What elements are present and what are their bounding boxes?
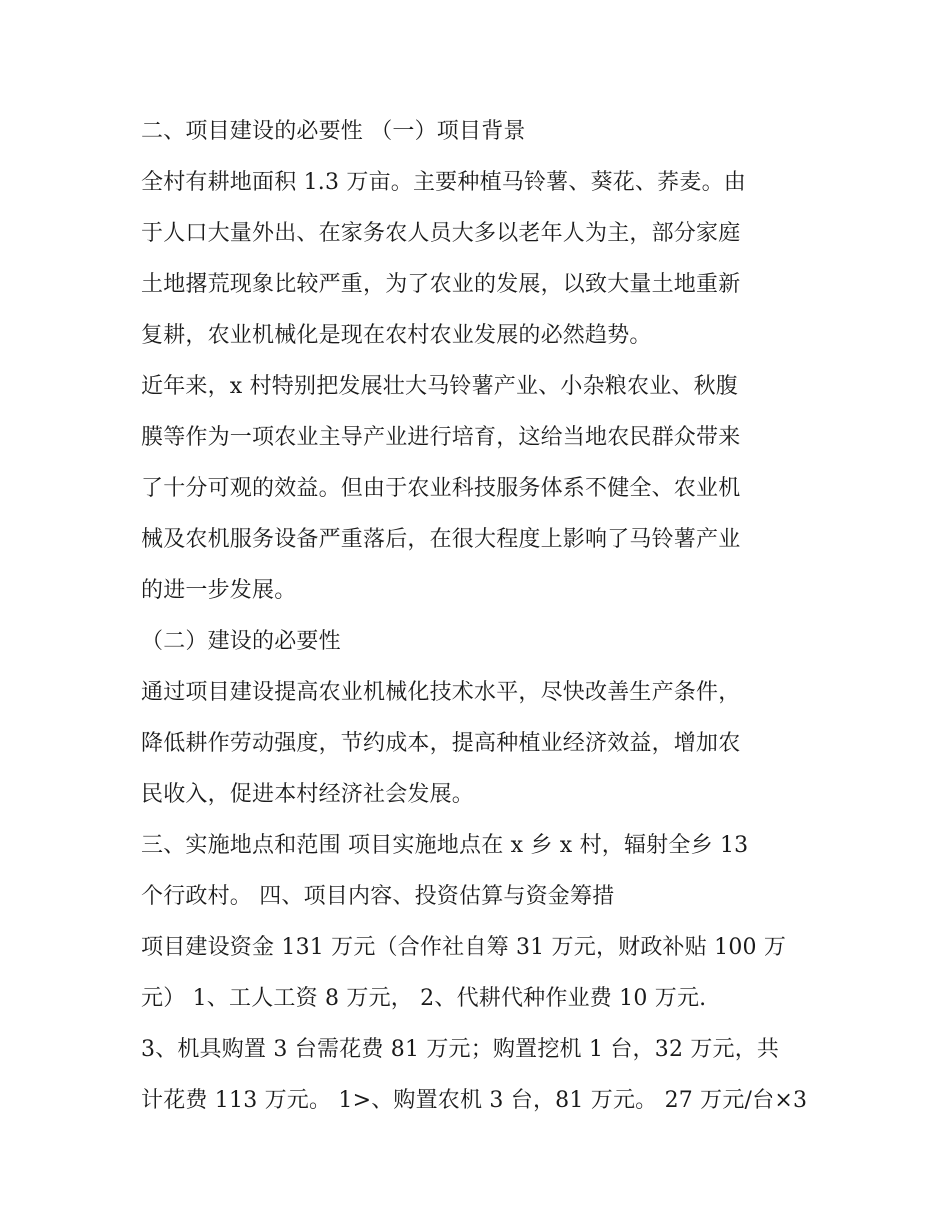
text-line: 膜等作为一项农业主导产业进行培育，这给当地农民群众带来 [141,425,741,450]
text-line: 械及农机服务设备严重落后，在很大程度上影响了马铃薯产业 [141,527,741,552]
text-line: 近年来，x 村特别把发展壮大马铃薯产业、小杂粮农业、秋腹 [141,374,739,399]
text-line: 民收入，促进本村经济社会发展。 [141,782,475,807]
subsection-heading: （二）建设的必要性 [141,629,341,654]
text-line: 复耕，农业机械化是现在农村农业发展的必然趋势。 [141,323,652,348]
text-line: 于人口大量外出、在家务农人员大多以老年人为主，部分家庭 [141,221,741,246]
text-line: 个行政村。 四、项目内容、投资估算与资金筹措 [141,884,615,909]
text-line: 的进一步发展。 [141,578,297,603]
text-line: 降低耕作劳动强度，节约成本，提高种植业经济效益，增加农 [141,731,741,756]
document-body [141,106,821,1126]
text-line: 了十分可观的效益。但由于农业科技服务体系不健全、农业机 [141,476,741,501]
text-line: 土地撂荒现象比较严重，为了农业的发展，以致大量土地重新 [141,272,741,297]
text-line: 通过项目建设提高农业机械化技术水平，尽快改善生产条件， [141,680,741,705]
text-line: 项目建设资金 131 万元（合作社自筹 31 万元，财政补贴 100 万 [141,935,787,960]
text-line: 全村有耕地面积 1.3 万亩。主要种植马铃薯、葵花、荞麦。由 [141,170,746,195]
section-heading-2: 二、项目建设的必要性 （一）项目背景 [141,119,526,144]
text-line: 3、机具购置 3 台需花费 81 万元；购置挖机 1 台，32 万元，共 [141,1037,780,1062]
text-line: 元） 1、工人工资 8 万元， 2、代耕代种作业费 10 万元. [141,986,707,1011]
section-heading-3: 三、实施地点和范围 项目实施地点在 x 乡 x 村，辐射全乡 13 [141,833,749,858]
text-line: 计花费 113 万元。 1>、购置农机 3 台，81 万元。 27 万元/台×3 [141,1088,808,1113]
